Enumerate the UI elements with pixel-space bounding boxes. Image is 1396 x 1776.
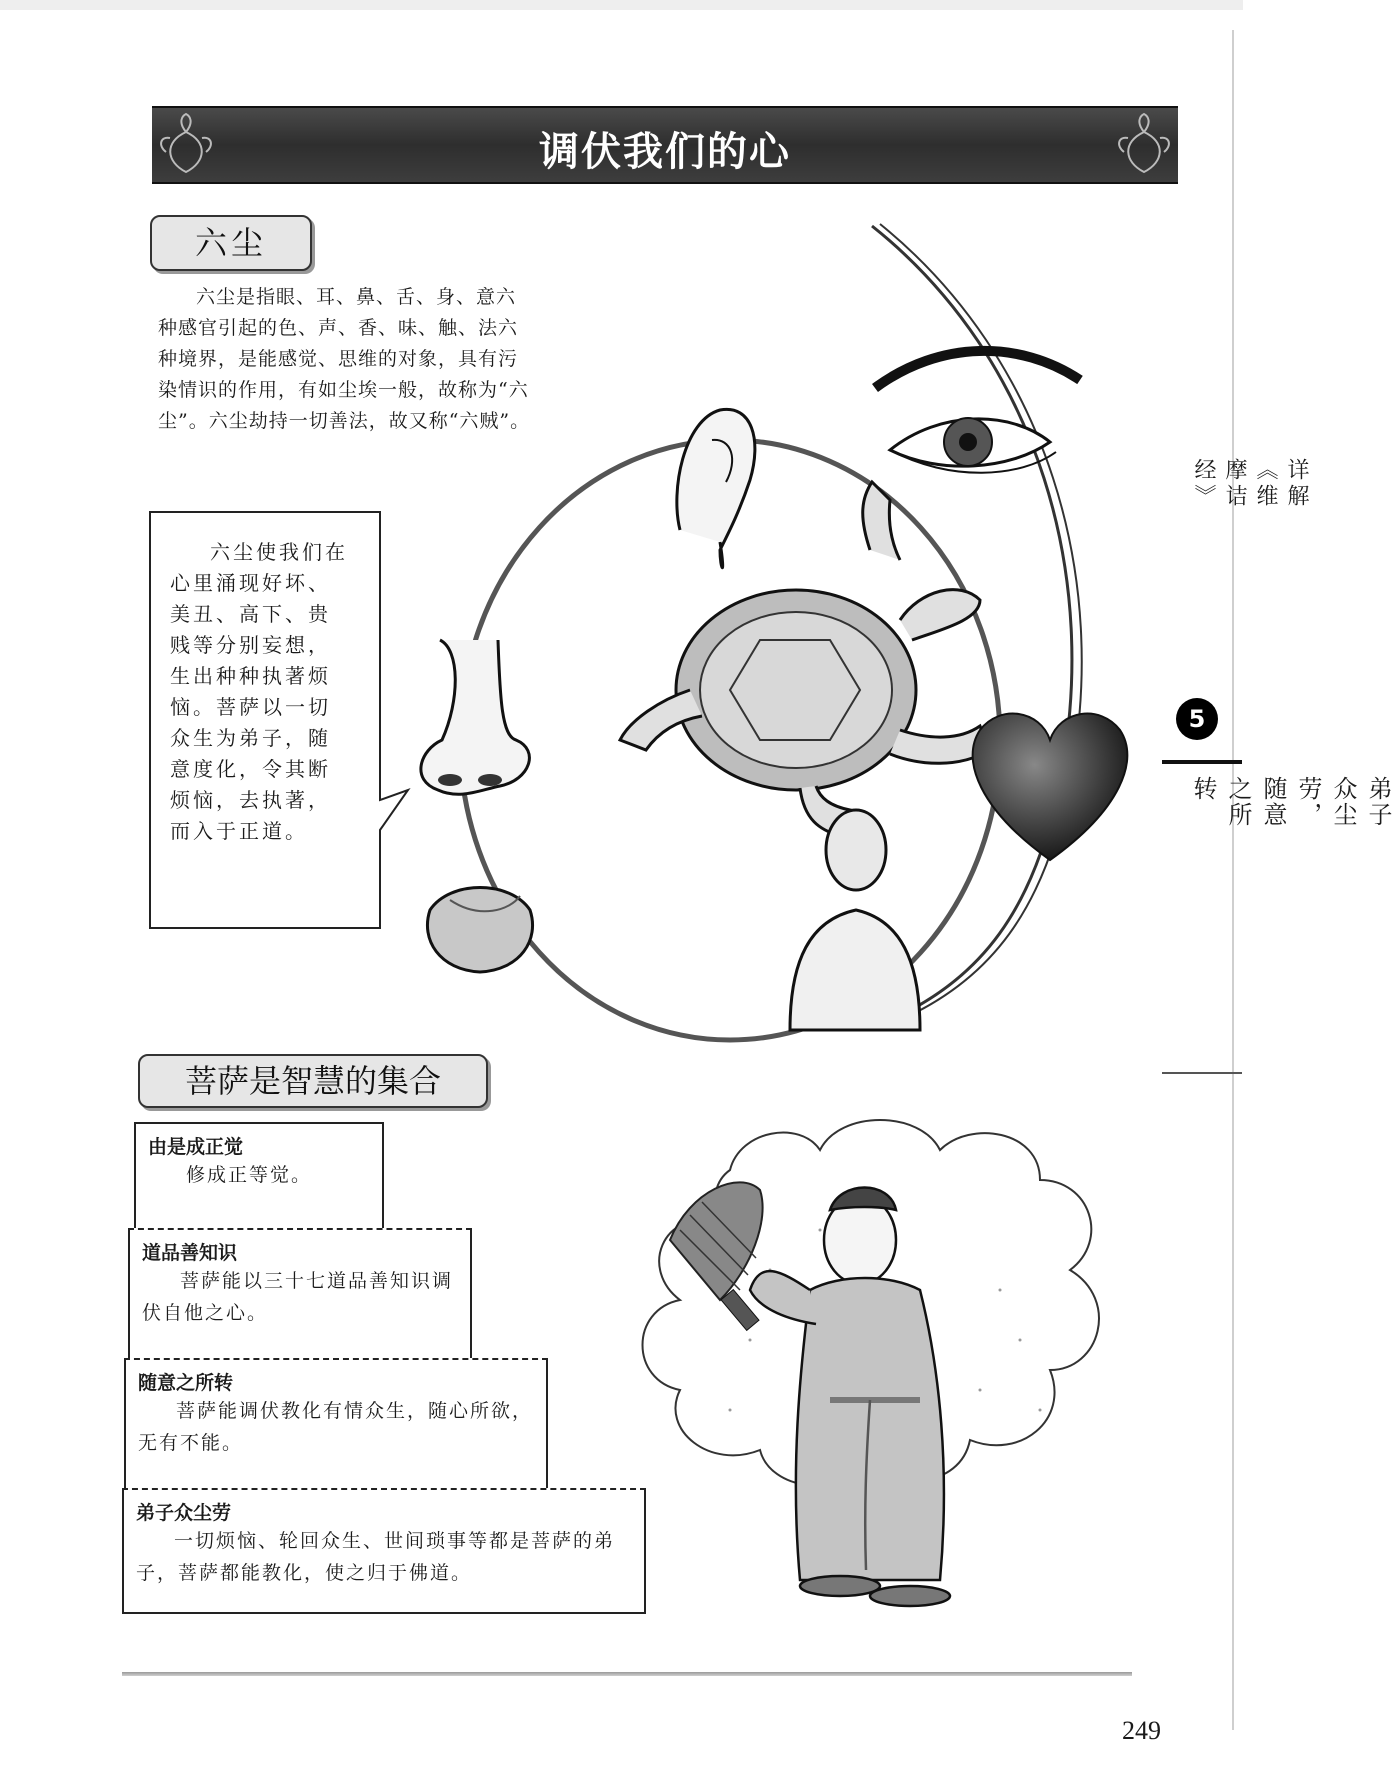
explanation-body: 修成正等觉。 — [186, 1164, 313, 1186]
chapter-number-badge: 5 — [1176, 698, 1218, 740]
divider — [1162, 760, 1242, 764]
ear-icon — [677, 409, 755, 567]
title-banner — [152, 106, 1178, 184]
heart-icon — [973, 714, 1128, 860]
explanation-box — [124, 1358, 548, 1492]
explanation-box — [128, 1228, 472, 1362]
footer-rule — [122, 1672, 1132, 1676]
explanation-box — [134, 1122, 384, 1232]
side-chapter-title: 弟子众尘劳，随意之所转 — [1189, 776, 1392, 828]
section-tab-six-dusts: 六尘 — [150, 215, 312, 271]
divider — [1162, 1072, 1242, 1074]
person-back-icon — [790, 810, 920, 1030]
bodhisattva-illustration — [620, 1110, 1140, 1670]
page-edge-line — [1232, 30, 1234, 1730]
explanation-title: 随意之所转 — [138, 1372, 234, 1394]
lotus-ornament-icon — [1114, 112, 1174, 178]
nose-icon — [421, 640, 530, 794]
page-number: 249 — [1122, 1716, 1161, 1745]
explanation-title: 道品善知识 — [142, 1242, 238, 1264]
page-title: 调伏我们的心 — [539, 129, 791, 175]
side-book-title: 详解《维摩诘经》 — [1191, 458, 1309, 510]
explanation-body: 菩萨能以三十七道品善知识调伏自他之心。 — [142, 1270, 454, 1324]
tongue-icon — [427, 888, 532, 973]
bubble-text: 六尘使我们在心里涌现好坏、美丑、高下、贵贱等分别妄想，生出种种执著烦恼。菩萨以一切众生为弟子，随意度化，令其断烦恼，去执著，而入于正道。 — [170, 540, 348, 843]
explanation-title: 弟子众尘劳 — [136, 1502, 232, 1524]
six-senses-illustration — [420, 220, 1140, 1040]
eye-icon — [875, 351, 1080, 473]
explanation-box — [122, 1488, 646, 1614]
turtle-icon — [620, 482, 990, 836]
explanation-body: 菩萨能调伏教化有情众生，随心所欲，无有不能。 — [138, 1400, 534, 1454]
explanation-body: 一切烦恼、轮回众生、世间琐事等都是菩萨的弟子，菩萨都能教化，使之归于佛道。 — [136, 1530, 616, 1584]
explanation-title: 由是成正觉 — [148, 1136, 244, 1158]
intro-paragraph: 六尘是指眼、耳、鼻、舌、身、意六种感官引起的色、声、香、味、触、法六种境界，是能感觉、思维的对象，具有污染情识的作用，有如尘埃一般，故称为“六尘”。六尘劫持一切善法，故又称“六贼”。 — [158, 286, 531, 432]
section-tab-wisdom: 菩萨是智慧的集合 — [138, 1054, 488, 1108]
page-top-edge — [0, 0, 1243, 10]
